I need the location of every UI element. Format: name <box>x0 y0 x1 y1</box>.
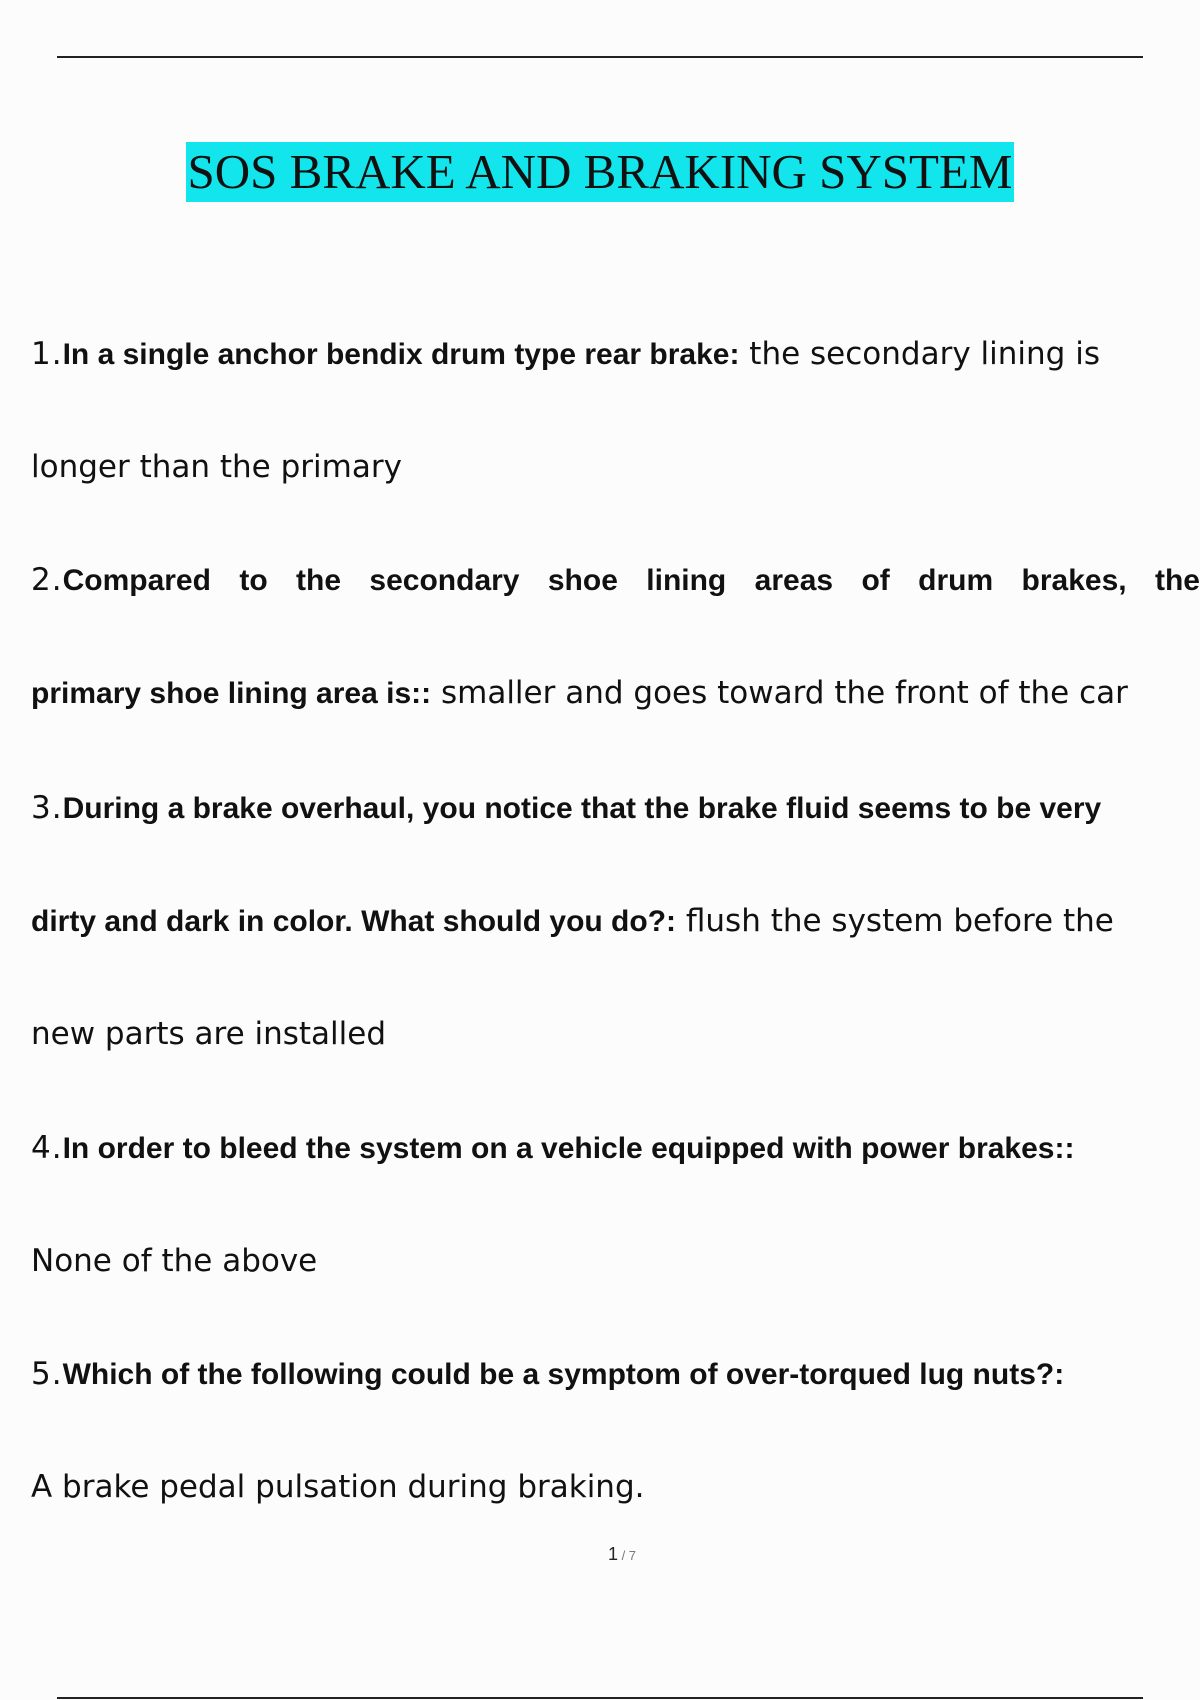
question-5-line-1 <box>31 1318 1200 1431</box>
question-5 <box>31 1318 1200 1544</box>
page-total: / 7 <box>617 1548 637 1563</box>
question-text: Compared to the secondary shoe lining areas of drum brakes, the <box>62 564 1200 597</box>
question-2-line-1 <box>31 524 1200 637</box>
question-5-line-2 <box>31 1431 1200 1544</box>
answer-text: A brake pedal pulsation during braking. <box>31 1469 645 1505</box>
question-text: Which of the following could be a symptom of over-torqued lug nuts?: <box>62 1358 1065 1391</box>
question-2 <box>31 524 1200 750</box>
page-current: 1 <box>607 1544 618 1564</box>
answer-text: None of the above <box>31 1243 318 1279</box>
answer-text: longer than the primary <box>31 449 402 485</box>
question-1 <box>31 298 1200 524</box>
question-text: In order to bleed the system on a vehicle equipped with power brakes:: <box>62 1132 1075 1165</box>
question-number: 5. <box>31 1356 63 1392</box>
question-text: dirty and dark in color. What should you do?: <box>31 905 677 938</box>
question-number: 1. <box>31 336 63 372</box>
question-text: primary shoe lining area is:: <box>31 677 432 710</box>
question-1-line-1 <box>31 298 1200 411</box>
question-3 <box>31 752 1200 1091</box>
bottom-rule <box>57 1697 1143 1699</box>
title-container <box>0 142 1200 202</box>
answer-text: smaller and goes toward the front of the car <box>431 675 1128 711</box>
question-3-line-3 <box>31 978 1200 1091</box>
question-4-line-1 <box>31 1092 1200 1205</box>
question-text: In a single anchor bendix drum type rear brake: <box>62 338 740 371</box>
question-4 <box>31 1092 1200 1318</box>
answer-text: new parts are installed <box>31 1016 387 1052</box>
question-4-line-2 <box>31 1205 1200 1318</box>
top-rule <box>57 56 1143 58</box>
question-text: During a brake overhaul, you notice that the brake fluid seems to be very <box>62 792 1102 825</box>
page-number <box>0 1544 1200 1565</box>
answer-text: the secondary lining is <box>739 336 1100 372</box>
question-number: 4. <box>31 1130 63 1166</box>
question-number: 2. <box>31 562 63 598</box>
document-title: SOS BRAKE AND BRAKING SYSTEM <box>186 142 1015 202</box>
question-3-line-2 <box>31 865 1200 978</box>
answer-text: flush the system before the <box>676 903 1114 939</box>
question-number: 3. <box>31 790 63 826</box>
question-3-line-1 <box>31 752 1200 865</box>
question-2-line-2 <box>31 637 1200 750</box>
question-1-line-2 <box>31 411 1200 524</box>
